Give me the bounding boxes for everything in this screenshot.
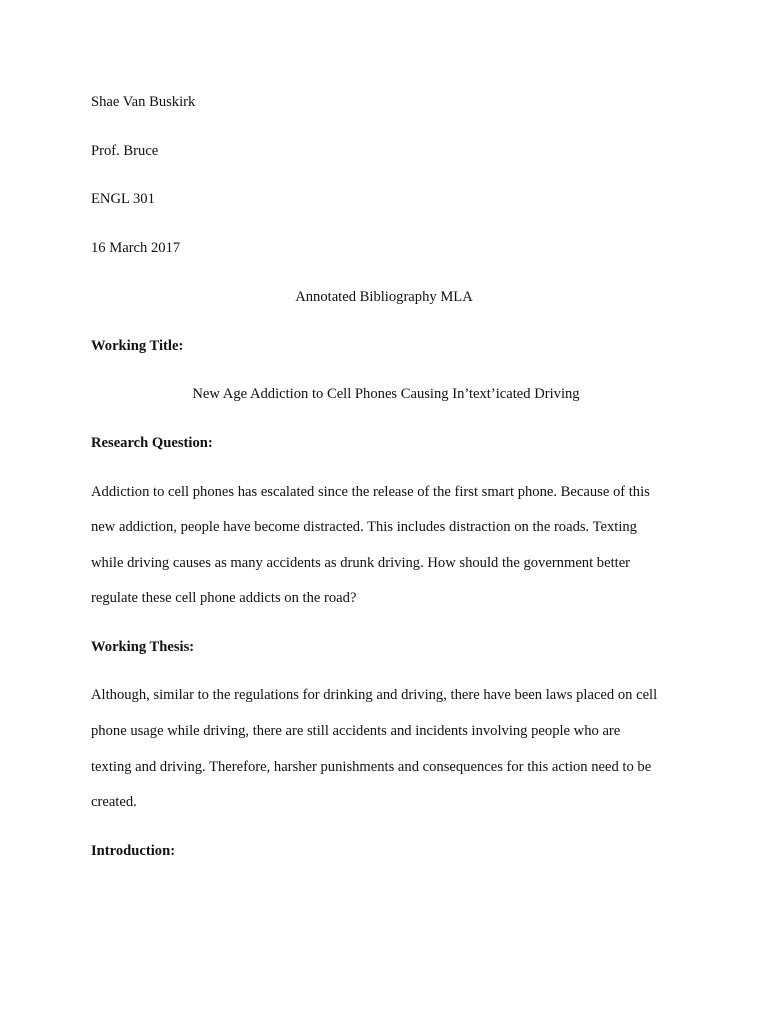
research-question-line: new addiction, people have become distracted. This includes distraction on the roads. Texting [91, 519, 637, 535]
introduction-label: Introduction: [91, 843, 176, 859]
student-name: Shae Van Buskirk [91, 94, 196, 110]
course-code: ENGL 301 [91, 191, 155, 207]
working-thesis-line: Although, similar to the regulations for drinking and driving, there have been laws placed on cell [91, 687, 658, 703]
working-thesis-line: phone usage while driving, there are still accidents and incidents involving people who are [91, 723, 621, 739]
working-title-text: New Age Addiction to Cell Phones Causing In’text’icated Driving [192, 386, 580, 402]
document-title: Annotated Bibliography MLA [295, 289, 473, 305]
research-question-line: regulate these cell phone addicts on the road? [91, 590, 357, 606]
working-thesis-line: texting and driving. Therefore, harsher punishments and consequences for this action need to be [91, 759, 652, 775]
submission-date: 16 March 2017 [91, 240, 181, 256]
research-question-label: Research Question: [91, 435, 213, 451]
research-question-line: Addiction to cell phones has escalated since the release of the first smart phone. Because of this [91, 484, 650, 500]
working-thesis-line: created. [91, 794, 137, 810]
research-question-line: while driving causes as many accidents as drunk driving. How should the government better [91, 555, 631, 571]
working-title-label: Working Title: [91, 338, 184, 354]
professor-name: Prof. Bruce [91, 143, 159, 159]
working-thesis-label: Working Thesis: [91, 639, 195, 655]
